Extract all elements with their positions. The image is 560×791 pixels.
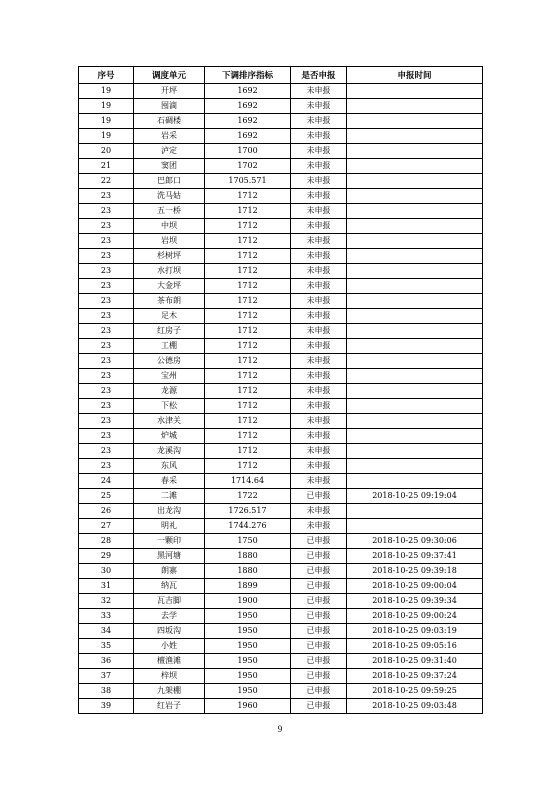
cell-declared: 已申报 <box>291 579 347 594</box>
cell-seq: 23 <box>79 189 134 204</box>
cell-declared: 已申报 <box>291 534 347 549</box>
table-row <box>79 129 483 144</box>
cell-index: 1750 <box>205 534 291 549</box>
cell-time <box>347 84 483 99</box>
cell-time <box>347 444 483 459</box>
table-row <box>79 639 483 654</box>
cell-seq: 22 <box>79 174 134 189</box>
cell-unit: 囤滴 <box>134 99 205 114</box>
header-time: 申报时间 <box>347 67 483 84</box>
header-declared: 是否申报 <box>291 67 347 84</box>
cell-declared: 已申报 <box>291 489 347 504</box>
cell-declared: 未申报 <box>291 474 347 489</box>
cell-time <box>347 414 483 429</box>
cell-index: 1960 <box>205 699 291 714</box>
cell-seq: 23 <box>79 399 134 414</box>
cell-unit: 巴郎口 <box>134 174 205 189</box>
cell-declared: 未申报 <box>291 519 347 534</box>
cell-unit: 茶布朗 <box>134 294 205 309</box>
cell-seq: 25 <box>79 489 134 504</box>
cell-index: 1712 <box>205 294 291 309</box>
cell-index: 1692 <box>205 84 291 99</box>
cell-seq: 23 <box>79 309 134 324</box>
table-row <box>79 189 483 204</box>
cell-time: 2018-10-25 09:00:24 <box>347 609 483 624</box>
cell-declared: 未申报 <box>291 324 347 339</box>
cell-index: 1712 <box>205 369 291 384</box>
cell-unit: 开坪 <box>134 84 205 99</box>
cell-seq: 37 <box>79 669 134 684</box>
cell-time <box>347 399 483 414</box>
cell-time <box>347 144 483 159</box>
cell-unit: 朗寨 <box>134 564 205 579</box>
table-row <box>79 249 483 264</box>
cell-unit: 公德房 <box>134 354 205 369</box>
dispatch-table <box>78 66 483 714</box>
cell-index: 1692 <box>205 114 291 129</box>
cell-index: 1712 <box>205 279 291 294</box>
cell-declared: 未申报 <box>291 144 347 159</box>
cell-time <box>347 369 483 384</box>
cell-seq: 23 <box>79 369 134 384</box>
cell-seq: 31 <box>79 579 134 594</box>
cell-index: 1712 <box>205 399 291 414</box>
cell-declared: 已申报 <box>291 564 347 579</box>
cell-time <box>347 159 483 174</box>
cell-index: 1714.64 <box>205 474 291 489</box>
cell-time: 2018-10-25 09:59:25 <box>347 684 483 699</box>
cell-declared: 未申报 <box>291 204 347 219</box>
header-seq: 序号 <box>79 67 134 84</box>
cell-time: 2018-10-25 09:19:04 <box>347 489 483 504</box>
cell-index: 1880 <box>205 549 291 564</box>
cell-seq: 23 <box>79 234 134 249</box>
table-row <box>79 564 483 579</box>
cell-index: 1712 <box>205 249 291 264</box>
cell-unit: 石碉楼 <box>134 114 205 129</box>
table-row <box>79 144 483 159</box>
cell-time: 2018-10-25 09:39:18 <box>347 564 483 579</box>
table-row <box>79 369 483 384</box>
cell-unit: 九架棚 <box>134 684 205 699</box>
cell-unit: 一颗印 <box>134 534 205 549</box>
cell-index: 1712 <box>205 189 291 204</box>
cell-unit: 下松 <box>134 399 205 414</box>
cell-index: 1705.571 <box>205 174 291 189</box>
cell-time: 2018-10-25 09:37:24 <box>347 669 483 684</box>
cell-index: 1950 <box>205 669 291 684</box>
cell-seq: 23 <box>79 324 134 339</box>
header-index: 下调排序指标 <box>205 67 291 84</box>
table-row <box>79 609 483 624</box>
table-row <box>79 669 483 684</box>
cell-time: 2018-10-25 09:03:19 <box>347 624 483 639</box>
cell-unit: 炉城 <box>134 429 205 444</box>
cell-unit: 红房子 <box>134 324 205 339</box>
cell-index: 1712 <box>205 264 291 279</box>
cell-declared: 未申报 <box>291 459 347 474</box>
cell-time <box>347 279 483 294</box>
cell-unit: 工棚 <box>134 339 205 354</box>
table-row <box>79 474 483 489</box>
cell-unit: 岩采 <box>134 129 205 144</box>
cell-seq: 23 <box>79 279 134 294</box>
table-row <box>79 519 483 534</box>
cell-declared: 已申报 <box>291 669 347 684</box>
cell-seq: 20 <box>79 144 134 159</box>
cell-index: 1899 <box>205 579 291 594</box>
cell-declared: 未申报 <box>291 99 347 114</box>
cell-declared: 未申报 <box>291 384 347 399</box>
table-row <box>79 444 483 459</box>
cell-seq: 28 <box>79 534 134 549</box>
cell-seq: 35 <box>79 639 134 654</box>
cell-unit: 宝州 <box>134 369 205 384</box>
table-row <box>79 204 483 219</box>
cell-declared: 已申报 <box>291 594 347 609</box>
cell-time <box>347 114 483 129</box>
table-row <box>79 174 483 189</box>
cell-index: 1712 <box>205 234 291 249</box>
table-row <box>79 354 483 369</box>
cell-seq: 33 <box>79 609 134 624</box>
table-row <box>79 594 483 609</box>
cell-seq: 29 <box>79 549 134 564</box>
table-row <box>79 384 483 399</box>
cell-time <box>347 354 483 369</box>
cell-unit: 黑河塘 <box>134 549 205 564</box>
cell-index: 1712 <box>205 339 291 354</box>
table-row <box>79 294 483 309</box>
cell-declared: 未申报 <box>291 234 347 249</box>
cell-unit: 水打坝 <box>134 264 205 279</box>
cell-seq: 23 <box>79 219 134 234</box>
cell-unit: 小姓 <box>134 639 205 654</box>
cell-time <box>347 519 483 534</box>
cell-time <box>347 99 483 114</box>
cell-seq: 19 <box>79 99 134 114</box>
cell-unit: 出龙沟 <box>134 504 205 519</box>
cell-time: 2018-10-25 09:39:34 <box>347 594 483 609</box>
cell-index: 1722 <box>205 489 291 504</box>
cell-time <box>347 294 483 309</box>
cell-declared: 未申报 <box>291 114 347 129</box>
table-row <box>79 534 483 549</box>
cell-index: 1950 <box>205 639 291 654</box>
table-row <box>79 459 483 474</box>
table-row <box>79 489 483 504</box>
cell-unit: 洗马姑 <box>134 189 205 204</box>
cell-unit: 明礼 <box>134 519 205 534</box>
table-body <box>79 84 483 714</box>
cell-index: 1726.517 <box>205 504 291 519</box>
table-row <box>79 309 483 324</box>
cell-unit: 窦团 <box>134 159 205 174</box>
cell-declared: 已申报 <box>291 699 347 714</box>
cell-seq: 23 <box>79 384 134 399</box>
cell-time <box>347 309 483 324</box>
cell-seq: 38 <box>79 684 134 699</box>
table-row <box>79 219 483 234</box>
cell-time <box>347 174 483 189</box>
cell-time <box>347 129 483 144</box>
cell-index: 1880 <box>205 564 291 579</box>
table-header-row <box>79 67 483 84</box>
cell-index: 1712 <box>205 414 291 429</box>
cell-seq: 23 <box>79 264 134 279</box>
cell-unit: 泸定 <box>134 144 205 159</box>
cell-declared: 未申报 <box>291 264 347 279</box>
cell-time <box>347 429 483 444</box>
cell-seq: 23 <box>79 429 134 444</box>
cell-time <box>347 339 483 354</box>
cell-declared: 未申报 <box>291 84 347 99</box>
cell-seq: 21 <box>79 159 134 174</box>
cell-seq: 34 <box>79 624 134 639</box>
cell-seq: 23 <box>79 249 134 264</box>
cell-declared: 未申报 <box>291 159 347 174</box>
cell-time <box>347 219 483 234</box>
cell-unit: 龙溪沟 <box>134 444 205 459</box>
cell-seq: 19 <box>79 84 134 99</box>
table-row <box>79 699 483 714</box>
cell-declared: 未申报 <box>291 249 347 264</box>
cell-unit: 纳瓦 <box>134 579 205 594</box>
cell-index: 1712 <box>205 324 291 339</box>
cell-index: 1712 <box>205 429 291 444</box>
cell-index: 1712 <box>205 459 291 474</box>
cell-declared: 未申报 <box>291 504 347 519</box>
cell-declared: 未申报 <box>291 369 347 384</box>
cell-unit: 梓坝 <box>134 669 205 684</box>
cell-seq: 23 <box>79 294 134 309</box>
cell-index: 1702 <box>205 159 291 174</box>
cell-unit: 二滩 <box>134 489 205 504</box>
cell-index: 1692 <box>205 99 291 114</box>
cell-declared: 未申报 <box>291 189 347 204</box>
cell-declared: 已申报 <box>291 549 347 564</box>
cell-seq: 36 <box>79 654 134 669</box>
cell-index: 1712 <box>205 354 291 369</box>
cell-time <box>347 504 483 519</box>
cell-declared: 未申报 <box>291 219 347 234</box>
cell-time: 2018-10-25 09:05:16 <box>347 639 483 654</box>
cell-seq: 19 <box>79 129 134 144</box>
cell-index: 1900 <box>205 594 291 609</box>
cell-seq: 23 <box>79 444 134 459</box>
table-row <box>79 279 483 294</box>
cell-seq: 23 <box>79 339 134 354</box>
cell-time <box>347 264 483 279</box>
cell-declared: 未申报 <box>291 339 347 354</box>
cell-time <box>347 384 483 399</box>
table-row <box>79 339 483 354</box>
cell-declared: 未申报 <box>291 279 347 294</box>
cell-declared: 未申报 <box>291 174 347 189</box>
cell-time <box>347 189 483 204</box>
cell-unit: 春采 <box>134 474 205 489</box>
table-row <box>79 504 483 519</box>
cell-index: 1744.276 <box>205 519 291 534</box>
cell-time <box>347 474 483 489</box>
table-row <box>79 429 483 444</box>
cell-declared: 已申报 <box>291 639 347 654</box>
cell-index: 1950 <box>205 654 291 669</box>
cell-time: 2018-10-25 09:31:40 <box>347 654 483 669</box>
cell-unit: 去学 <box>134 609 205 624</box>
cell-time: 2018-10-25 09:37:41 <box>347 549 483 564</box>
cell-seq: 26 <box>79 504 134 519</box>
cell-index: 1950 <box>205 609 291 624</box>
cell-time: 2018-10-25 09:03:48 <box>347 699 483 714</box>
cell-seq: 23 <box>79 459 134 474</box>
cell-unit: 中坝 <box>134 219 205 234</box>
cell-seq: 32 <box>79 594 134 609</box>
cell-index: 1712 <box>205 219 291 234</box>
cell-seq: 23 <box>79 414 134 429</box>
page-number: 9 <box>277 724 283 734</box>
table-row <box>79 84 483 99</box>
cell-unit: 红岩子 <box>134 699 205 714</box>
cell-seq: 23 <box>79 354 134 369</box>
cell-seq: 30 <box>79 564 134 579</box>
cell-unit: 檀渔滩 <box>134 654 205 669</box>
cell-unit: 龙源 <box>134 384 205 399</box>
table-row <box>79 414 483 429</box>
cell-declared: 未申报 <box>291 399 347 414</box>
table-row <box>79 654 483 669</box>
table-row <box>79 579 483 594</box>
cell-unit: 水津关 <box>134 414 205 429</box>
cell-index: 1692 <box>205 129 291 144</box>
header-unit: 调度单元 <box>134 67 205 84</box>
cell-seq: 19 <box>79 114 134 129</box>
table-row <box>79 399 483 414</box>
cell-unit: 四坂沟 <box>134 624 205 639</box>
cell-declared: 已申报 <box>291 609 347 624</box>
table-row <box>79 684 483 699</box>
cell-declared: 未申报 <box>291 309 347 324</box>
cell-declared: 已申报 <box>291 624 347 639</box>
cell-time: 2018-10-25 09:30:06 <box>347 534 483 549</box>
table-row <box>79 159 483 174</box>
cell-declared: 已申报 <box>291 684 347 699</box>
cell-declared: 未申报 <box>291 429 347 444</box>
cell-declared: 未申报 <box>291 444 347 459</box>
cell-seq: 27 <box>79 519 134 534</box>
cell-declared: 未申报 <box>291 414 347 429</box>
cell-unit: 岩坝 <box>134 234 205 249</box>
cell-declared: 未申报 <box>291 354 347 369</box>
cell-index: 1950 <box>205 684 291 699</box>
table-row <box>79 264 483 279</box>
cell-index: 1712 <box>205 204 291 219</box>
cell-declared: 未申报 <box>291 129 347 144</box>
table-row <box>79 624 483 639</box>
cell-declared: 已申报 <box>291 654 347 669</box>
table-row <box>79 234 483 249</box>
cell-index: 1712 <box>205 384 291 399</box>
cell-seq: 39 <box>79 699 134 714</box>
table-row <box>79 99 483 114</box>
cell-declared: 未申报 <box>291 294 347 309</box>
cell-unit: 东风 <box>134 459 205 474</box>
cell-time <box>347 459 483 474</box>
cell-unit: 大金坪 <box>134 279 205 294</box>
cell-unit: 足木 <box>134 309 205 324</box>
cell-time <box>347 234 483 249</box>
cell-time <box>347 324 483 339</box>
cell-seq: 24 <box>79 474 134 489</box>
table-row <box>79 324 483 339</box>
cell-unit: 瓦吉脚 <box>134 594 205 609</box>
table-row <box>79 549 483 564</box>
cell-index: 1712 <box>205 444 291 459</box>
cell-time: 2018-10-25 09:00:04 <box>347 579 483 594</box>
cell-unit: 杉树坪 <box>134 249 205 264</box>
cell-index: 1700 <box>205 144 291 159</box>
cell-time <box>347 249 483 264</box>
cell-index: 1950 <box>205 624 291 639</box>
cell-unit: 五一桥 <box>134 204 205 219</box>
cell-time <box>347 204 483 219</box>
table-row <box>79 114 483 129</box>
cell-index: 1712 <box>205 309 291 324</box>
cell-seq: 23 <box>79 204 134 219</box>
